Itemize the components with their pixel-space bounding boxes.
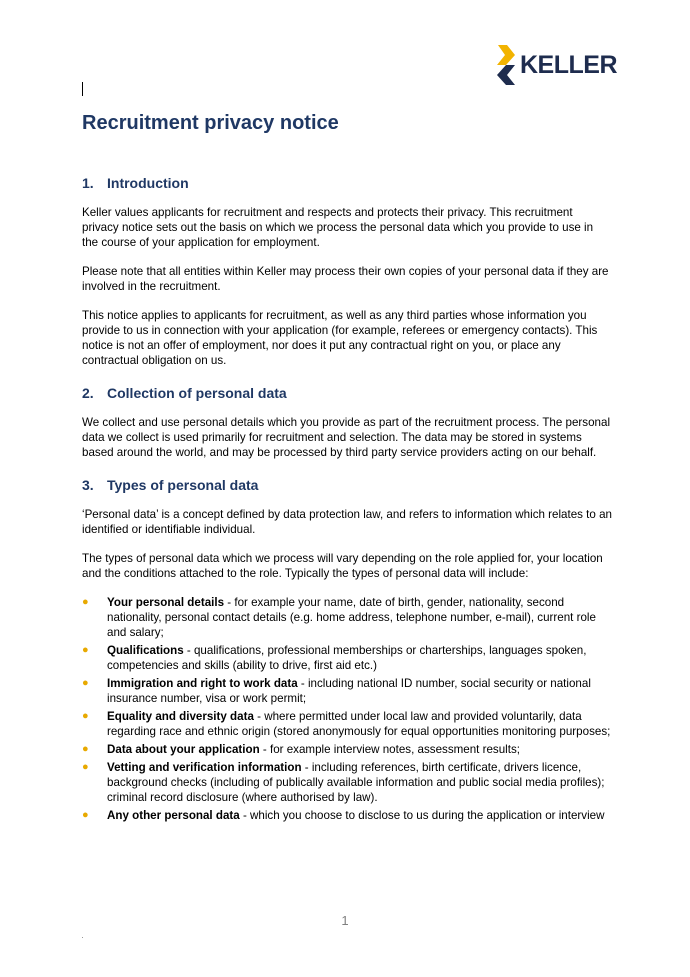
bullet-icon: ● xyxy=(82,761,89,773)
paragraph: Please note that all entities within Keller may process their own copies of your personal data if they are involved in the recruitment. xyxy=(82,265,609,293)
section-heading xyxy=(82,176,612,191)
list-item xyxy=(82,595,612,640)
keller-logo xyxy=(496,45,617,85)
section-collection xyxy=(82,386,612,460)
list-item-term: Any other personal data xyxy=(107,809,240,822)
list-item-text: - for example interview notes, assessment results; xyxy=(259,743,520,756)
section-number: 3. xyxy=(82,477,94,493)
section-title: Types of personal data xyxy=(107,477,259,493)
text-cursor xyxy=(82,82,83,96)
bullet-icon: ● xyxy=(82,677,89,689)
paragraph: Keller values applicants for recruitment and respects and protects their privacy. This recruitment privacy notice sets out the basis on which we process the personal data which you provide to use in the course of your application for employment. xyxy=(82,206,594,249)
keller-logo-icon xyxy=(496,45,516,85)
list-item-text: - including references, birth certificate, drivers licence, background checks (including of publically available information and public social media profiles); criminal record disclosure (where authorised by law). xyxy=(107,761,605,804)
document-title: Recruitment privacy notice xyxy=(82,112,339,134)
list-item-text: - which you choose to disclose to us during the application or interview xyxy=(239,809,605,822)
margin-mark xyxy=(82,937,83,938)
page-number: 1 xyxy=(341,913,349,928)
list-item xyxy=(82,709,612,739)
list-item xyxy=(82,676,612,706)
section-types xyxy=(82,478,612,823)
section-heading xyxy=(82,478,612,493)
list-item-term: Equality and diversity data xyxy=(107,710,254,723)
bullet-icon: ● xyxy=(82,743,89,755)
section-introduction xyxy=(82,176,612,368)
paragraph: This notice applies to applicants for recruitment, as well as any third parties whose information you provide to us in connection with your application (for example, referees or emergency contacts). This notice is not an offer of employment, nor does it put any contractual right on you, or place any contractual obligation on us. xyxy=(82,309,598,367)
list-item xyxy=(82,643,612,673)
section-number: 1. xyxy=(82,175,94,191)
list-item-term: Your personal details xyxy=(107,596,225,609)
list-item-term: Immigration and right to work data xyxy=(107,677,298,690)
list-item xyxy=(82,742,612,757)
bullet-icon: ● xyxy=(82,710,89,722)
personal-data-list xyxy=(82,595,612,823)
paragraph: ‘Personal data’ is a concept defined by data protection law, and refers to information which relates to an identified or identifiable individual. xyxy=(82,508,612,536)
paragraph: We collect and use personal details which you provide as part of the recruitment process. The personal data we collect is used primarily for recruitment and selection. The data may be stored in systems based around the world, and may be processed by third party service providers acting on our behalf. xyxy=(82,416,611,459)
document-body xyxy=(82,176,612,841)
list-item-text: - where permitted under local law and provided voluntarily, data regarding race and ethnic origin (stored anonymously for equal opportunities monitoring purposes; xyxy=(107,710,611,738)
bullet-icon: ● xyxy=(82,809,89,821)
bullet-icon: ● xyxy=(82,644,89,656)
list-item-term: Qualifications xyxy=(107,644,184,657)
paragraph: The types of personal data which we process will vary depending on the role applied for, your location and the conditions attached to the role. Typically the types of personal data will include: xyxy=(82,552,603,580)
list-item-term: Vetting and verification information xyxy=(107,761,302,774)
section-title: Introduction xyxy=(107,175,189,191)
list-item-text: - qualifications, professional memberships or charterships, languages spoken, competencies and skills (ability to drive, first aid etc.) xyxy=(107,644,587,672)
list-item-text: - including national ID number, social security or national insurance number, visa or work permit; xyxy=(107,677,591,705)
list-item-text: - for example your name, date of birth, gender, nationality, second nationality, personal contact details (e.g. home address, telephone number, e-mail), current role and salary; xyxy=(107,596,596,639)
section-title: Collection of personal data xyxy=(107,385,287,401)
section-number: 2. xyxy=(82,385,94,401)
list-item xyxy=(82,760,612,805)
bullet-icon: ● xyxy=(82,596,89,608)
logo-wordmark: KELLER xyxy=(520,50,617,79)
section-heading xyxy=(82,386,612,401)
list-item xyxy=(82,808,612,823)
list-item-term: Data about your application xyxy=(107,743,260,756)
